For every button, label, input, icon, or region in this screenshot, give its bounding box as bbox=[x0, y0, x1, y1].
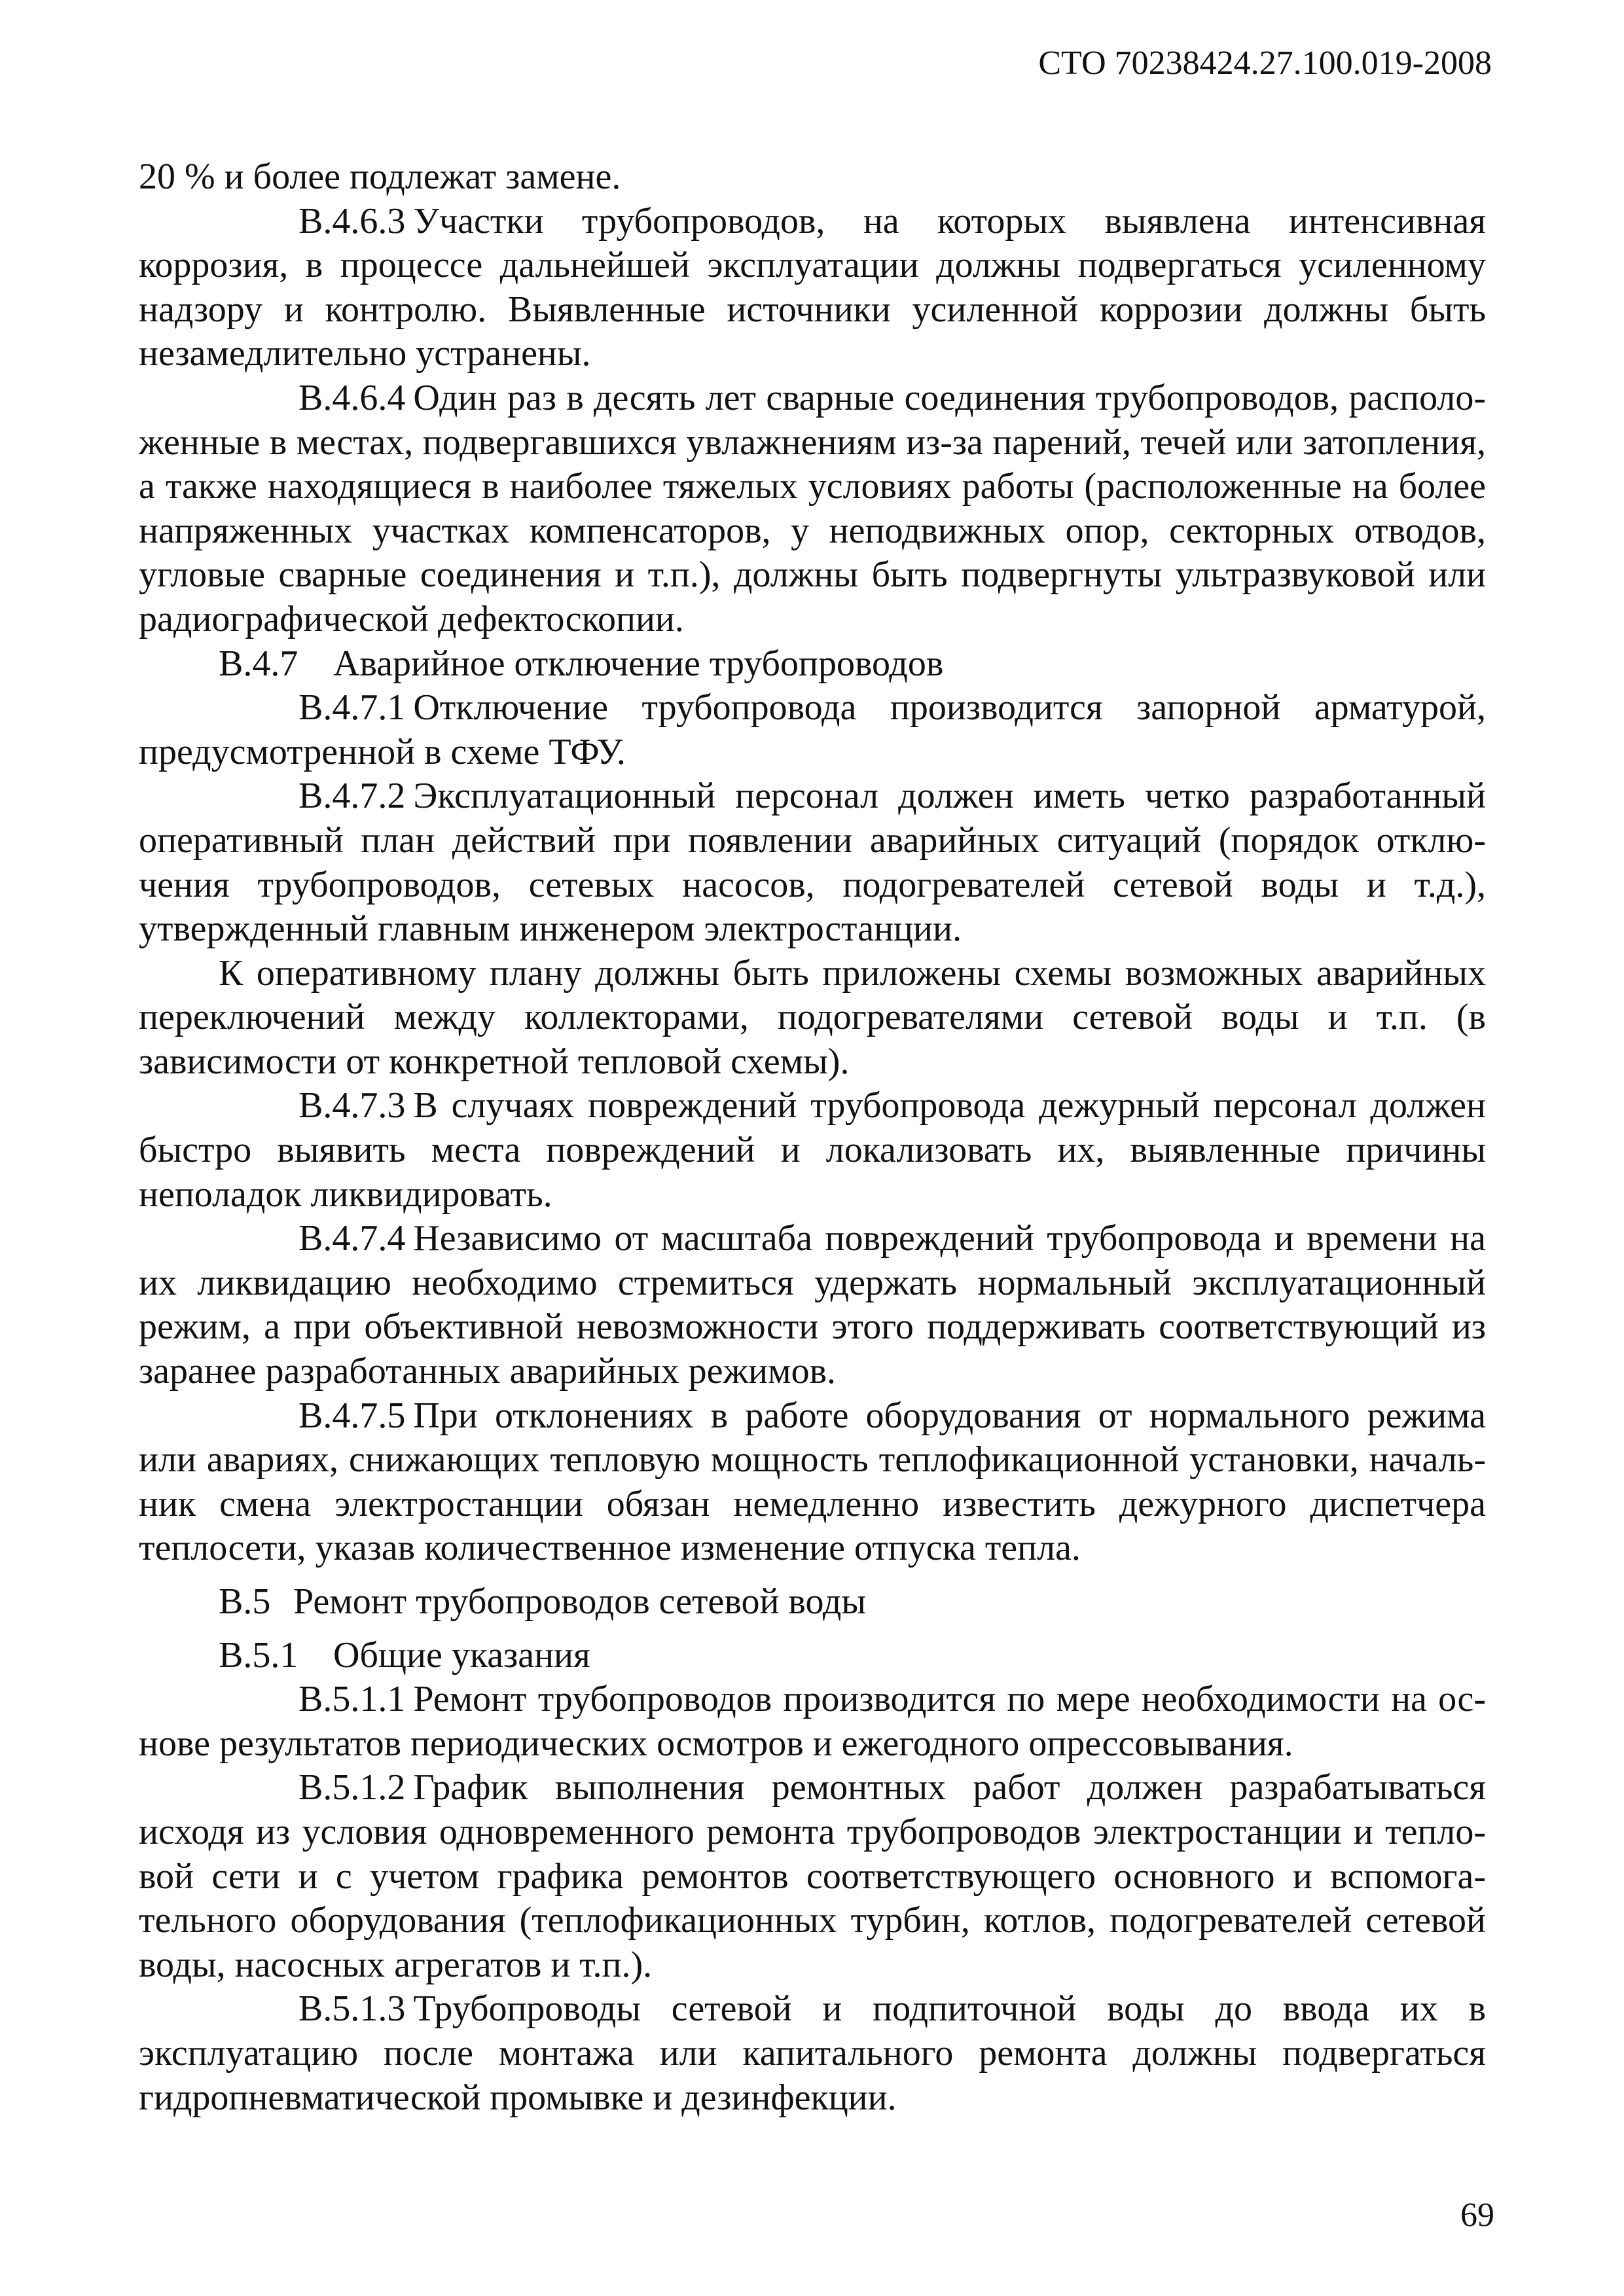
clause-B-4-7-4 bbox=[139, 1217, 1486, 1393]
heading-text: Аварийное отключение трубопроводов bbox=[333, 643, 944, 684]
clause-number: В.5.1.2 bbox=[298, 1767, 406, 1808]
clause-B-4-6-4 bbox=[139, 376, 1486, 642]
clause-text: Один раз в десять лет сварные соединения трубопроводов, расположенные в местах, подвергавшихся увлажнениям из-за парений, течей или затопления, а также находящиеся в наиболее тяжелых условиях работы (расположенные на более напряженных участках компенсаторов, у неподвижных опор, секторных отводов, угловые сварные соединения и т.п.), должны быть подвергнуты ультразвуковой или радиографической дефектоскопии. bbox=[139, 377, 1486, 639]
paragraph-text: 20 % и более подлежат замене. bbox=[139, 156, 621, 197]
clause-number: В.4.6.4 bbox=[298, 377, 406, 418]
clause-number: В.4.7.1 bbox=[298, 687, 406, 728]
paragraph-text: К оперативному плану должны быть приложены схемы возможных аварийных переключений между коллекторами, подогревателями сетевой воды и т.п. (в зависимости от конкретной тепловой схемы). bbox=[139, 952, 1486, 1082]
clause-number: В.4.7.4 bbox=[298, 1218, 406, 1259]
heading-text: Ремонт трубопроводов сетевой воды bbox=[293, 1581, 866, 1622]
clause-text: Независимо от масштаба повреждений трубопровода и времени на их ликвидацию необходимо стремиться удержать нормальный эксплуатационный режим, а при объективной невозможности этого поддерживать соответствующий из заранее разработанных аварийных режимов. bbox=[139, 1218, 1486, 1392]
clause-B-5-1-2 bbox=[139, 1766, 1486, 1987]
clause-B-4-7-5 bbox=[139, 1394, 1486, 1571]
paragraph-continuation bbox=[139, 155, 1486, 200]
clause-B-4-7-1 bbox=[139, 686, 1486, 774]
clause-B-4-7-2 bbox=[139, 774, 1486, 951]
clause-B-4-6-3 bbox=[139, 200, 1486, 376]
clause-B-4-7-3 bbox=[139, 1084, 1486, 1217]
heading-text: Общие указания bbox=[333, 1634, 590, 1676]
clause-number: В.4.6.3 bbox=[298, 200, 406, 242]
section-heading-B-5 bbox=[139, 1580, 1486, 1624]
clause-text: Ремонт трубопроводов производится по мере необходимости на основе результатов периодических осмотров и ежегодного опрессовывания. bbox=[139, 1679, 1486, 1764]
clause-text: При отклонениях в работе оборудования от нормального режима или авариях, снижающих тепловую мощность теплофикационной установки, начальник смена электростанции обязан немедленно известить дежурного диспетчера теплосети, указав количественное изменение отпуска тепла. bbox=[139, 1395, 1486, 1569]
clause-text: Участки трубопроводов, на которых выявлена интенсивная коррозия, в процессе дальнейшей эксплуатации должны подвергаться усиленному надзору и контролю. Выявленные источники усиленной коррозии должны быть незамедлительно устранены. bbox=[139, 200, 1486, 374]
subsection-heading-B-4-7 bbox=[139, 642, 1486, 687]
clause-number: В.4.7.3 bbox=[298, 1085, 406, 1126]
clause-number: В.4.7.5 bbox=[298, 1395, 406, 1436]
heading-number: В.5.1 bbox=[219, 1634, 298, 1676]
document-code-header: СТО 70238424.27.100.019-2008 bbox=[1038, 45, 1492, 82]
clause-text: График выполнения ремонтных работ должен разрабатываться исходя из условия одновременного ремонта трубопроводов электростанции и тепловой сети и с учетом графика ремонтов соответствующего основного и вспомогательного оборудования (теплофикационных турбин, котлов, подогревателей сетевой воды, насосных агрегатов и т.п.). bbox=[139, 1767, 1486, 1985]
clause-number: В.5.1.1 bbox=[298, 1679, 406, 1720]
clause-B-5-1-1 bbox=[139, 1677, 1486, 1766]
clause-B-5-1-3 bbox=[139, 1987, 1486, 2120]
clause-number: В.4.7.2 bbox=[298, 776, 406, 817]
clause-text: Трубопроводы сетевой и подпиточной воды до ввода их в эксплуатацию после монтажа или капитального ремонта должны подвергаться гидропневматической промывке и дезинфекции. bbox=[139, 1988, 1486, 2118]
heading-number: В.4.7 bbox=[219, 643, 298, 684]
clause-number: В.5.1.3 bbox=[298, 1988, 406, 2030]
clause-text: Эксплуатационный персонал должен иметь четко разработанный оперативный план действий при появлении аварийных ситуаций (порядок отключения трубопроводов, сетевых насосов, подогревателей сетевой воды и т.д.), утвержденный главным инженером электростанции. bbox=[139, 776, 1486, 950]
paragraph-operational-plan bbox=[139, 952, 1486, 1085]
page-number: 69 bbox=[1460, 2197, 1494, 2234]
clause-text: В случаях повреждений трубопровода дежурный персонал должен быстро выявить места повреждений и локализовать их, выявленные причины неполадок ликвидировать. bbox=[139, 1085, 1486, 1215]
clause-text: Отключение трубопровода производится запорной арматурой, предусмотренной в схеме ТФУ. bbox=[139, 687, 1486, 772]
document-body bbox=[139, 155, 1486, 2120]
subsection-heading-B-5-1 bbox=[139, 1634, 1486, 1678]
heading-number: В.5 bbox=[219, 1581, 271, 1622]
